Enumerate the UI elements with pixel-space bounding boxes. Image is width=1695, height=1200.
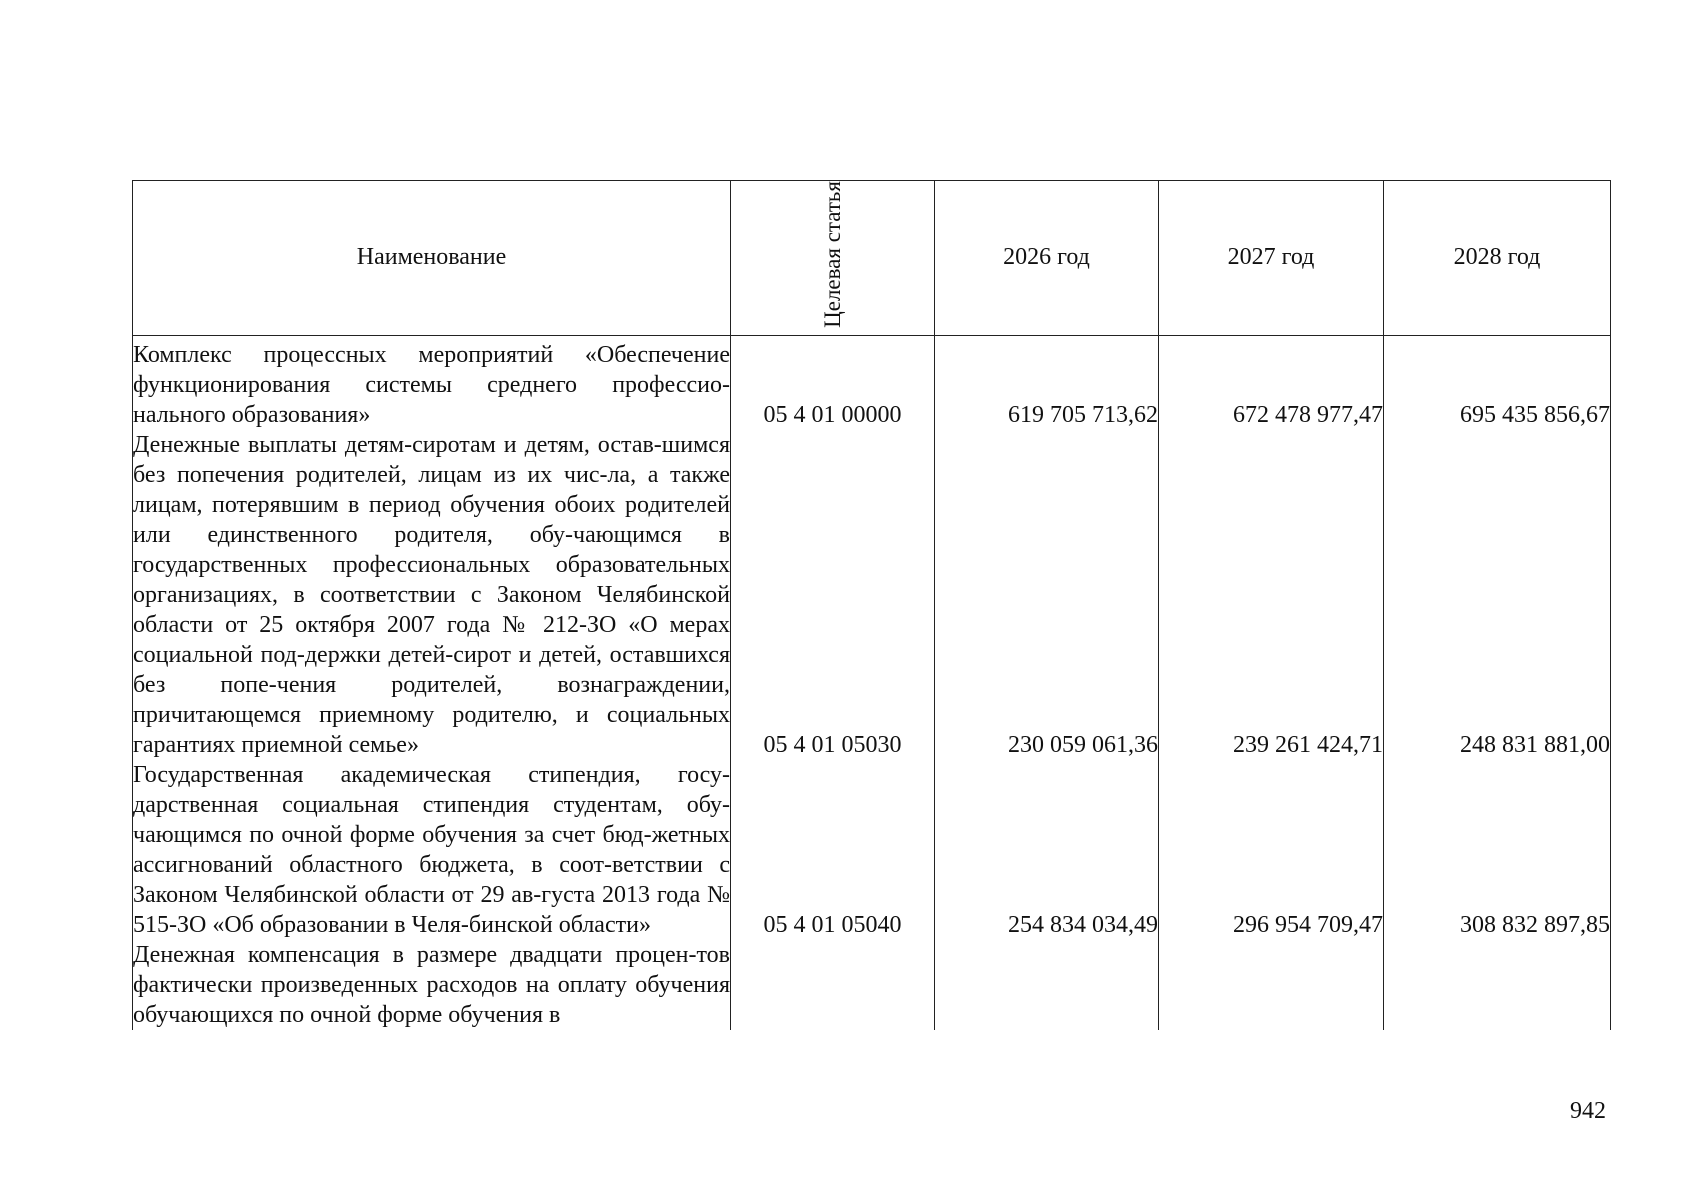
header-2027	[1159, 181, 1384, 336]
header-2026	[935, 181, 1159, 336]
table-row	[133, 760, 1611, 940]
row-value-2026: 254 834 034,49	[935, 760, 1159, 940]
row-value-2027: 672 478 977,47	[1159, 335, 1384, 430]
table-row	[133, 335, 1611, 430]
row-name: Денежная компенсация в размере двадцати процен-тов фактически произведенных расходов на оплату обучения обучающихся по очной форме обучения в	[133, 941, 730, 1028]
header-2028-label: 2028 год	[1453, 244, 1541, 271]
row-value-2027: 239 261 424,71	[1159, 430, 1384, 760]
row-value-2028: 248 831 881,00	[1384, 430, 1611, 760]
table-body	[133, 335, 1611, 1030]
row-value-2026: 619 705 713,62	[935, 335, 1159, 430]
row-name: Денежные выплаты детям-сиротам и детям, остав-шимся без попечения родителей, лицам из их чис-ла, а также лицам, потерявшим в период обучения обоих родителей или единственного родителя, обу-чающимся в государственных профессиональных образовательных организациях, в соответствии с Законом Челябинской области от 25 октября 2007 года № 212-ЗО «О мерах социальной под-держки детей-сирот и детей, оставшихся без попе-чения родителей, вознаграждении, причитающемся приемному родителю, и социальных гарантиях приемной семье»	[133, 431, 730, 758]
table-header	[133, 181, 1611, 336]
header-code	[731, 181, 935, 336]
row-value-2028: 308 832 897,85	[1384, 760, 1611, 940]
header-2028	[1384, 181, 1611, 336]
row-value-2027	[1159, 940, 1384, 1030]
header-2026-label: 2026 год	[1003, 244, 1090, 271]
row-code: 05 4 01 05030	[731, 430, 935, 760]
budget-table	[132, 180, 1611, 1030]
row-code: 05 4 01 05040	[731, 760, 935, 940]
header-code-label: Целевая статья	[819, 181, 845, 328]
row-value-2028: 695 435 856,67	[1384, 335, 1611, 430]
row-value-2026: 230 059 061,36	[935, 430, 1159, 760]
table-row	[133, 940, 1611, 1030]
row-code	[731, 940, 935, 1030]
row-name: Государственная академическая стипендия, госу-дарственная социальная стипендия студентам, обу-чающимся по очной форме обучения за счет бюд-жетных ассигнований областного бюджета, в соот-ветствии с Законом Челябинской области от 29 ав-густа 2013 года № 515-ЗО «Об образовании в Челя-бинской области»	[133, 761, 730, 938]
row-value-2028	[1384, 940, 1611, 1030]
row-code: 05 4 01 00000	[731, 335, 935, 430]
header-row	[133, 181, 1611, 336]
header-name	[133, 181, 731, 336]
page-number: 942	[1570, 1098, 1606, 1124]
row-name: Комплекс процессных мероприятий «Обеспечение функционирования системы среднего профессио-нального образования»	[133, 335, 731, 430]
table-row	[133, 430, 1611, 760]
row-value-2027: 296 954 709,47	[1159, 760, 1384, 940]
header-name-label: Наименование	[356, 244, 507, 271]
header-2027-label: 2027 год	[1227, 244, 1315, 271]
row-value-2026	[935, 940, 1159, 1030]
